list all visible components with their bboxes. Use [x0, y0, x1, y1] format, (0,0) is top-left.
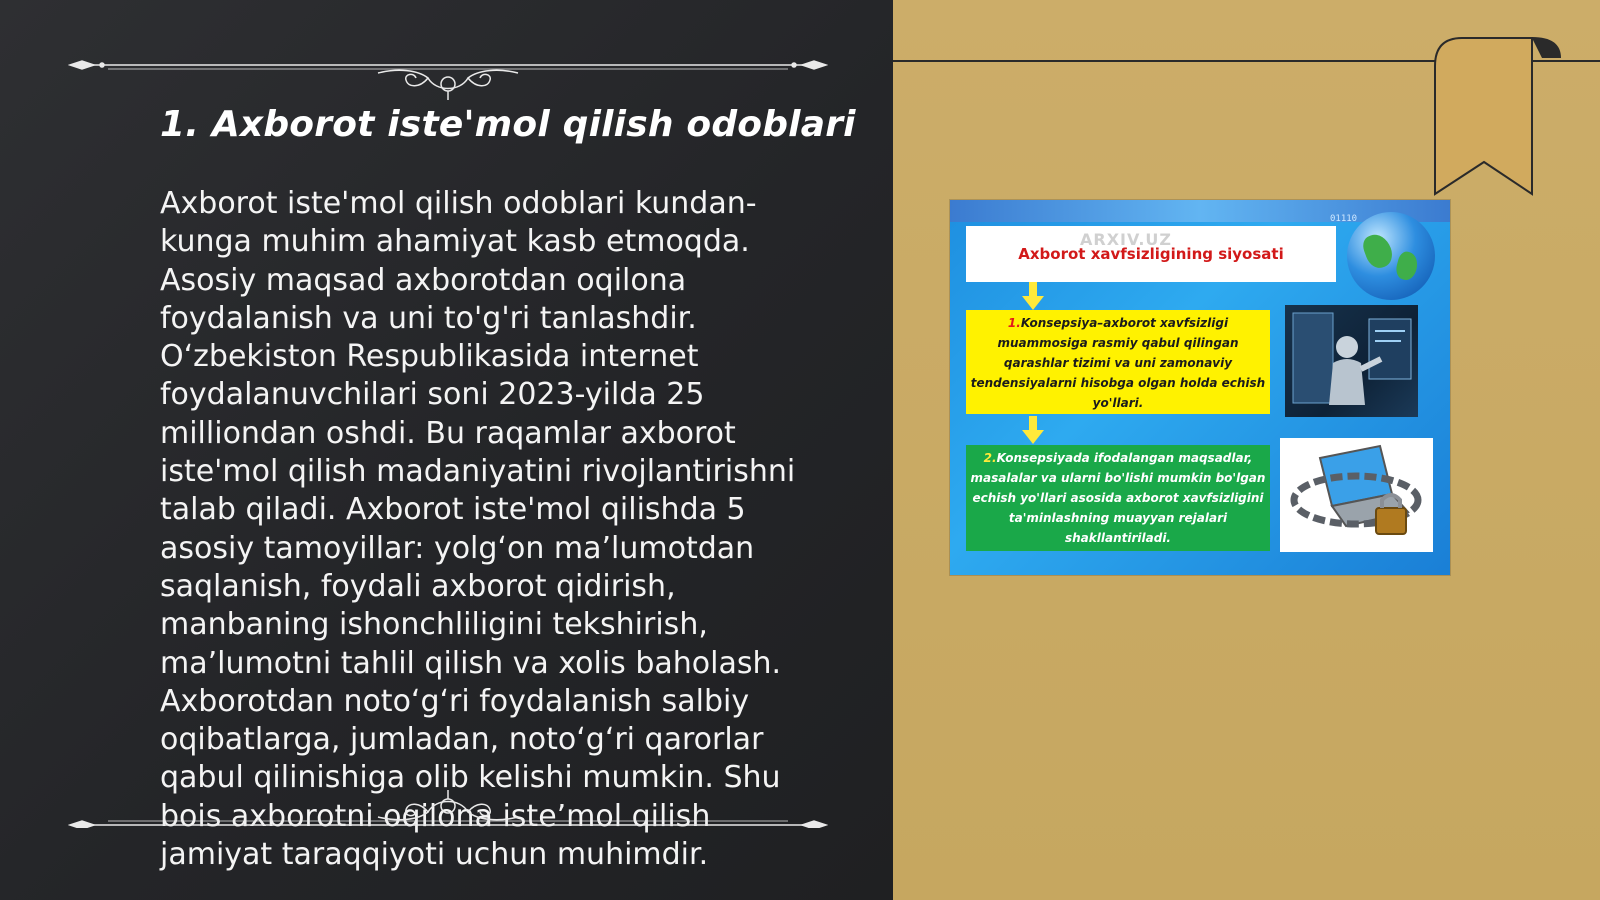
ornament-divider-icon	[68, 40, 828, 100]
bookmark-ribbon-icon	[1432, 36, 1582, 202]
infographic-image	[950, 200, 1450, 575]
arrow-down-icon	[1022, 416, 1044, 444]
binary-code-text: 01110	[1330, 214, 1358, 224]
concept-box-2	[966, 445, 1270, 551]
robot-figure-icon	[1285, 305, 1418, 417]
box1-text: Konsepsiya–axborot xavfsizligi muammosiga rasmiy qabul qilingan qarashlar tizimi va uni zamonaviy tendensiyalarni hisobga olgan holda echish yo'llari.	[970, 316, 1266, 410]
watermark-logo: ARXIV.UZ	[1080, 230, 1172, 249]
chained-laptop-lock-icon	[1280, 438, 1433, 552]
globe-icon	[1347, 212, 1435, 300]
ornament-divider-icon	[68, 768, 828, 828]
box2-text: Konsepsiyada ifodalangan maqsadlar, masalalar va ularni bo'lishi mumkin bo'lgan echish yo'llari asosida axborot xavfsizligini ta'minlashning muayyan rejalari shakllantiriladi.	[970, 451, 1266, 545]
box2-number: 2.	[983, 451, 997, 465]
box1-number: 1.	[1007, 316, 1021, 330]
slide-body-text: Axborot iste'mol qilish odoblari kundan-kunga muhim ahamiyat kasb etmoqda. Asosiy maqsad axborotdan oqilona foydalanish va uni to'g'ri tanlashdir. O‘zbekiston Respublikasida internet foydalanuvchilari soni 2023-yilda 25 milliondan oshdi. Bu raqamlar axborot iste'mol qilish madaniyatini rivojlantirishni talab qiladi. Axborot iste'mol qilishda 5 asosiy tamoyillar: yolg‘on ma’lumotdan saqlanish, foydali axborot qidirish, manbaning ishonchliligini tekshirish, ma’lumotni tahlil qilish va xolis baholash. Axborotdan noto‘g‘ri foydalanish salbiy oqibatlarga, jumladan, noto‘g‘ri qarorlar qabul qilinishiga olib kelishi mumkin. Shu bois axborotni oqilona iste’mol qilish jamiyat taraqqiyoti uchun muhimdir.	[160, 186, 796, 873]
arrow-down-icon	[1022, 282, 1044, 310]
picture-header-text: Axborot xavfsizligining siyosati	[1018, 245, 1284, 263]
concept-box-1	[966, 310, 1270, 414]
slide-title: 1. Axborot iste'mol qilish odoblari	[160, 104, 856, 145]
